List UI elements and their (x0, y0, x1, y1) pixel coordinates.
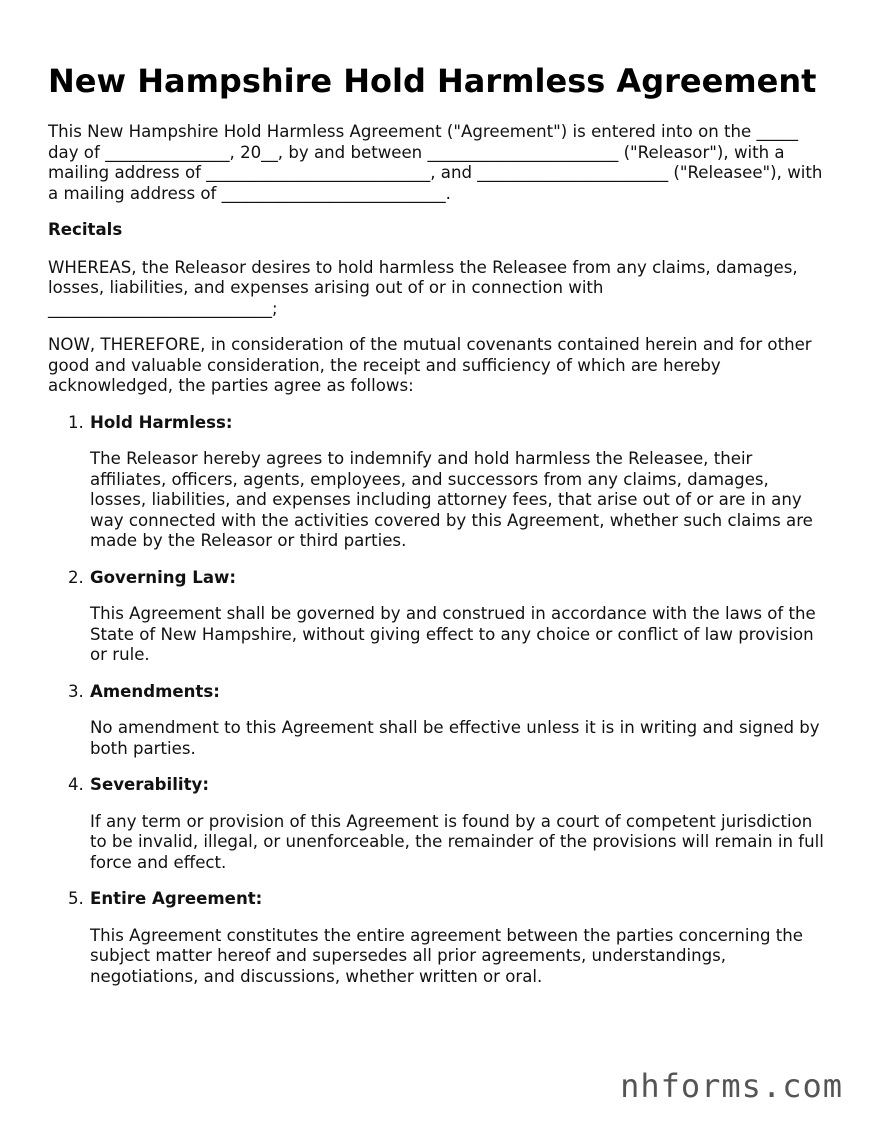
section-number: 3. (68, 681, 84, 701)
section-body: The Releasor hereby agrees to indemnify and hold harmless the Releasee, their affiliates, officers, agents, employees, and successors from any claims, damages, losses, liabilities, and expenses including attorney fees, that arise out of or are in any way connected with the activities covered by this Agreement, whether such claims are made by the Releasor or third parties. (90, 449, 813, 550)
section-number: 2. (68, 567, 84, 587)
section-title: Entire Agreement: (90, 889, 263, 908)
section-severability (48, 775, 828, 873)
section-body: This Agreement constitutes the entire agreement between the parties concerning the subject matter hereof and supersedes all prior agreements, understandings, negotiations, and discussions, whether written or oral. (90, 925, 804, 986)
section-entire-agreement (48, 889, 828, 987)
section-amendments (48, 682, 828, 760)
sections-list (48, 413, 828, 988)
section-title: Hold Harmless: (90, 412, 233, 432)
document-title: New Hampshire Hold Harmless Agreement (48, 62, 817, 100)
section-body: If any term or provision of this Agreement is found by a court of competent jurisdiction to be invalid, illegal, or unenforceable, the remainder of the provisions will remain in full force and effect. (90, 811, 824, 872)
section-title: Amendments: (90, 681, 220, 701)
section-title: Governing Law: (90, 567, 236, 587)
document-content (48, 60, 828, 987)
site-watermark: nhforms.com (620, 1067, 843, 1105)
whereas-paragraph: WHEREAS, the Releasor desires to hold harmless the Releasee from any claims, damages, losses, liabilities, and expenses arising out of or in connection with ___________________________; (48, 257, 798, 318)
intro-paragraph: This New Hampshire Hold Harmless Agreement ("Agreement") is entered into on the _____ day of _______________, 20__, by and between _______________________ ("Releasor"), with a mailing address of ___________________________, and _______________________ ("Releasee"), with a mailing address of ___________________________. (48, 122, 823, 203)
now-therefore-paragraph: NOW, THEREFORE, in consideration of the mutual covenants contained herein and for other good and valuable consideration, the receipt and sufficiency of which are hereby acknowledged, the parties agree as follows: (48, 335, 812, 395)
section-governing-law (48, 568, 828, 666)
section-number: 4. (68, 775, 84, 794)
section-body: This Agreement shall be governed by and construed in accordance with the laws of the State of New Hampshire, without giving effect to any choice or conflict of law provision or rule. (90, 604, 816, 664)
section-body: No amendment to this Agreement shall be effective unless it is in writing and signed by both parties. (90, 718, 820, 758)
section-hold-harmless (48, 413, 828, 552)
recitals-heading: Recitals (48, 220, 123, 239)
section-number: 1. (68, 412, 84, 432)
section-title: Severability: (90, 775, 209, 794)
section-number: 5. (68, 889, 84, 908)
